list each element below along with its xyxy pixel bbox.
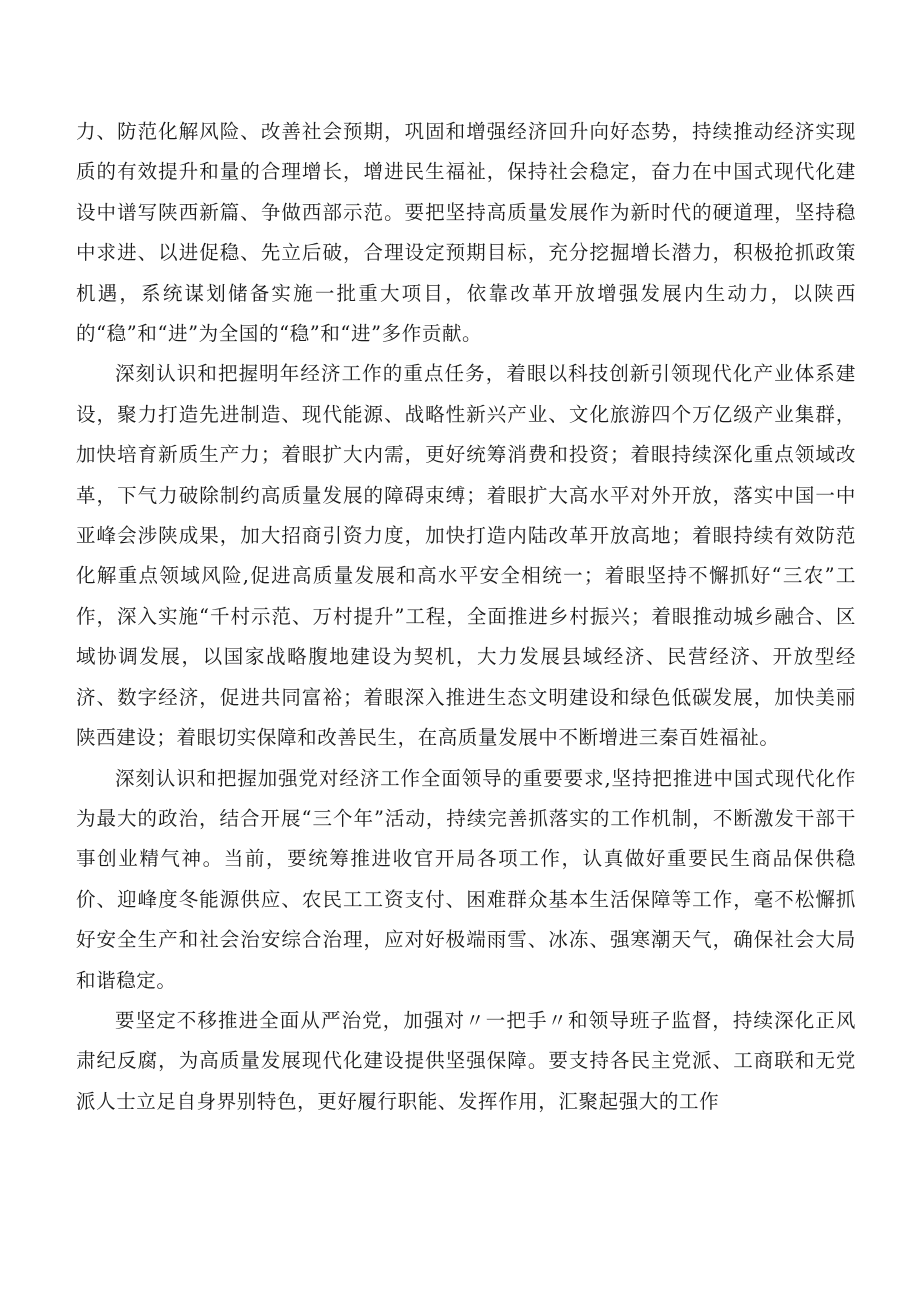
paragraph-4: 要坚定不移推进全面从严治党，加强对〃一把手〃和领导班子监督，持续深化正风肃纪反腐，为高质量发展现代化建设提供坚强保障。要支持各民主党派、工商联和无党派人士立足自身界别特色，更好履行职能、发挥作用，汇聚起强大的工作 xyxy=(76,1008,856,1113)
document-body xyxy=(76,112,856,1122)
paragraph-2: 深刻认识和把握明年经济工作的重点任务，着眼以科技创新引领现代化产业体系建设，聚力打造先进制造、现代能源、战略性新兴产业、文化旅游四个万亿级产业集群，加快培育新质生产力；着眼扩大内需，更好统筹消费和投资；着眼持续深化重点领域改革，下气力破除制约高质量发展的障碍束缚；着眼扩大高水平对外开放，落实中国一中亚峰会涉陕成果，加大招商引资力度，加快打造内陆改革开放高地；着眼持续有效防范化解重点领域风险,促进高质量发展和高水平安全相统一；着眼坚持不懈抓好“三农”工作，深入实施“千村示范、万村提升”工程，全面推进乡村振兴；着眼推动城乡融合、区域协调发展，以国家战略腹地建设为契机，大力发展县域经济、民营经济、开放型经济、数字经济，促进共同富裕；着眼深入推进生态文明建设和绿色低碳发展，加快美丽陕西建设；着眼切实保障和改善民生，在高质量发展中不断增进三秦百姓福祉。 xyxy=(76,362,856,750)
paragraph-1: 力、防范化解风险、改善社会预期，巩固和增强经济回升向好态势，持续推动经济实现质的有效提升和量的合理增长，增进民生福祉，保持社会稳定，奋力在中国式现代化建设中谱写陕西新篇、争做西部示范。要把坚持高质量发展作为新时代的硬道理，坚持稳中求进、以进促稳、先立后破，合理设定预期目标，充分挖掘增长潜力，积极抢抓政策机遇，系统谋划储备实施一批重大项目，依靠改革开放增强发展内生动力，以陕西的“稳”和“进”为全国的“稳”和“进”多作贡献。 xyxy=(76,120,856,346)
paragraph-3: 深刻认识和把握加强党对经济工作全面领导的重要要求,坚持把推进中国式现代化作为最大的政治，结合开展“三个年”活动，持续完善抓落实的工作机制，不断激发干部干事创业精气神。当前，要统筹推进收官开局各项工作，认真做好重要民生商品保供稳价、迎峰度冬能源供应、农民工工资支付、困难群众基本生活保障等工作，毫不松懈抓好安全生产和社会治安综合治理，应对好极端雨雪、冰冻、强寒潮天气，确保社会大局和谐稳定。 xyxy=(76,766,856,992)
